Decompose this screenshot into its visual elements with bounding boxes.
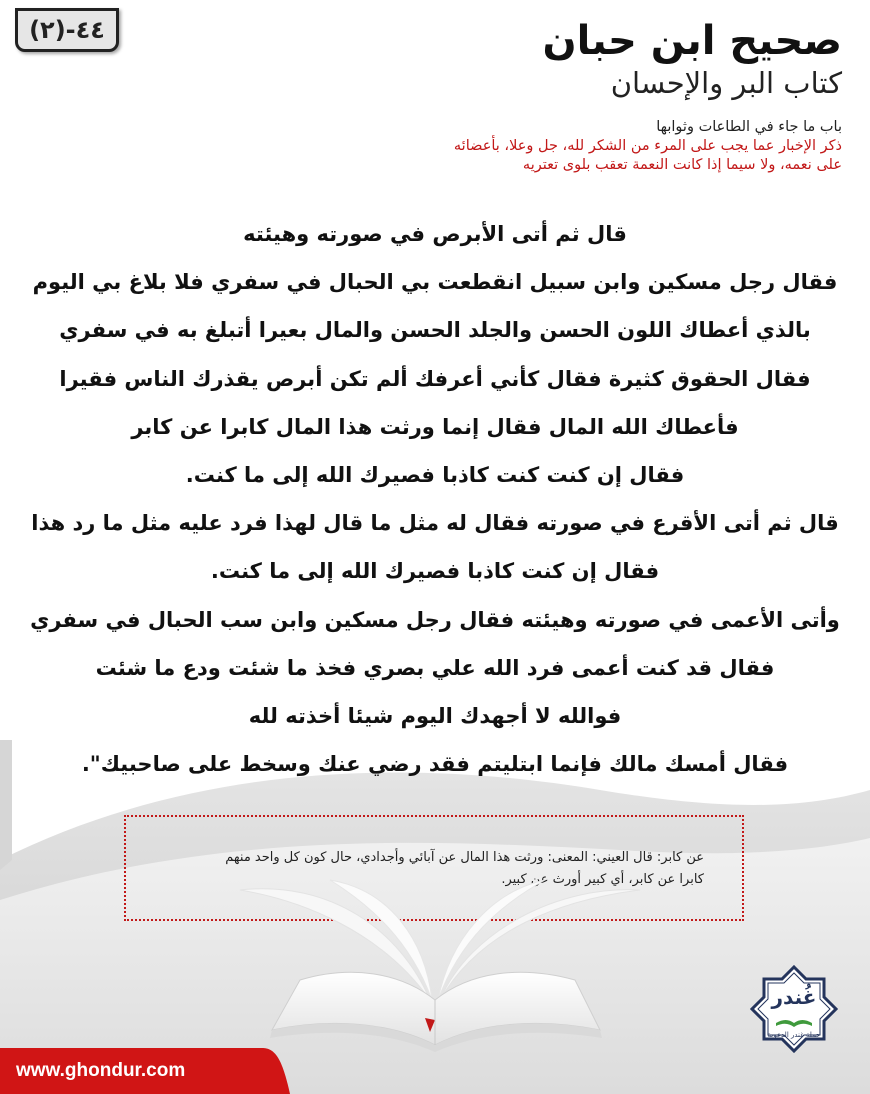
chapter-line: على نعمه، ولا سيما إذا كانت النعمة تعقب بلوى تعتريه	[522, 157, 842, 173]
chapter-line: ذكر الإخبار عما يجب على المرء من الشكر لله، جل وعلا، بأعضائه	[453, 138, 842, 154]
ghondur-logo	[750, 965, 838, 1053]
text-line: فقال قد كنت أعمى فرد الله علي بصري فخذ ما شئت ودع ما شئت	[95, 655, 775, 680]
book-subtitle: كتاب البر والإحسان	[610, 66, 842, 100]
text-line: قال ثم أتى الأبرص في صورته وهيئته	[243, 222, 627, 246]
text-line: فقال إن كنت كنت كاذبا فصيرك الله إلى ما كنت.	[185, 463, 685, 488]
book-title: صحيح ابن حبان	[542, 18, 842, 64]
text-line: فقال إن كنت كاذبا فصيرك الله إلى ما كنت.	[210, 559, 660, 584]
text-line: فقال الحقوق كثيرة فقال كأني أعرفك ألم تكن أبرص يقذرك الناس فقيرا	[59, 366, 811, 391]
text-line: وأتى الأعمى في صورته وهيئته فقال رجل مسكين وابن سب الحبال في سفري	[30, 607, 840, 632]
text-line: قال ثم أتى الأقرع في صورته فقال له مثل ما قال لهذا فرد عليه مثل ما رد هذا	[31, 511, 839, 536]
logo-caption: حملة غندر الدعوية	[767, 1031, 821, 1039]
chapter-line: باب ما جاء في الطاعات وثوابها	[656, 119, 842, 135]
text-line: بالذي أعطاك اللون الحسن والجلد الحسن والمال بعيرا أتبلغ به في سفري	[59, 318, 811, 343]
text-line: فقال رجل مسكين وابن سبيل انقطعت بي الحبال في سفري فلا بلاغ بي اليوم	[32, 270, 838, 295]
page-number-badge: ٤٤-(٢)	[15, 8, 119, 52]
text-line: فوالله لا أجهدك اليوم شيئا أخذته لله	[248, 704, 622, 729]
footnote-line: عن كابر: قال العيني: المعنى: ورثت هذا المال عن آبائي وأجدادي، حال كون كل واحد منهم	[225, 850, 704, 865]
text-line: فقال أمسك مالك فإنما ابتليتم فقد رضي عنك وسخط على صاحبيك".	[81, 752, 789, 777]
footnote-line: كابرا عن كابر، أي كبير أورث عن كبير.	[501, 872, 704, 887]
text-line: فأعطاك الله المال فقال إنما ورثت هذا المال كابرا عن كابر	[131, 414, 739, 439]
logo-text: غُندر	[771, 985, 817, 1009]
website-link[interactable]: www.ghondur.com	[16, 1060, 186, 1081]
